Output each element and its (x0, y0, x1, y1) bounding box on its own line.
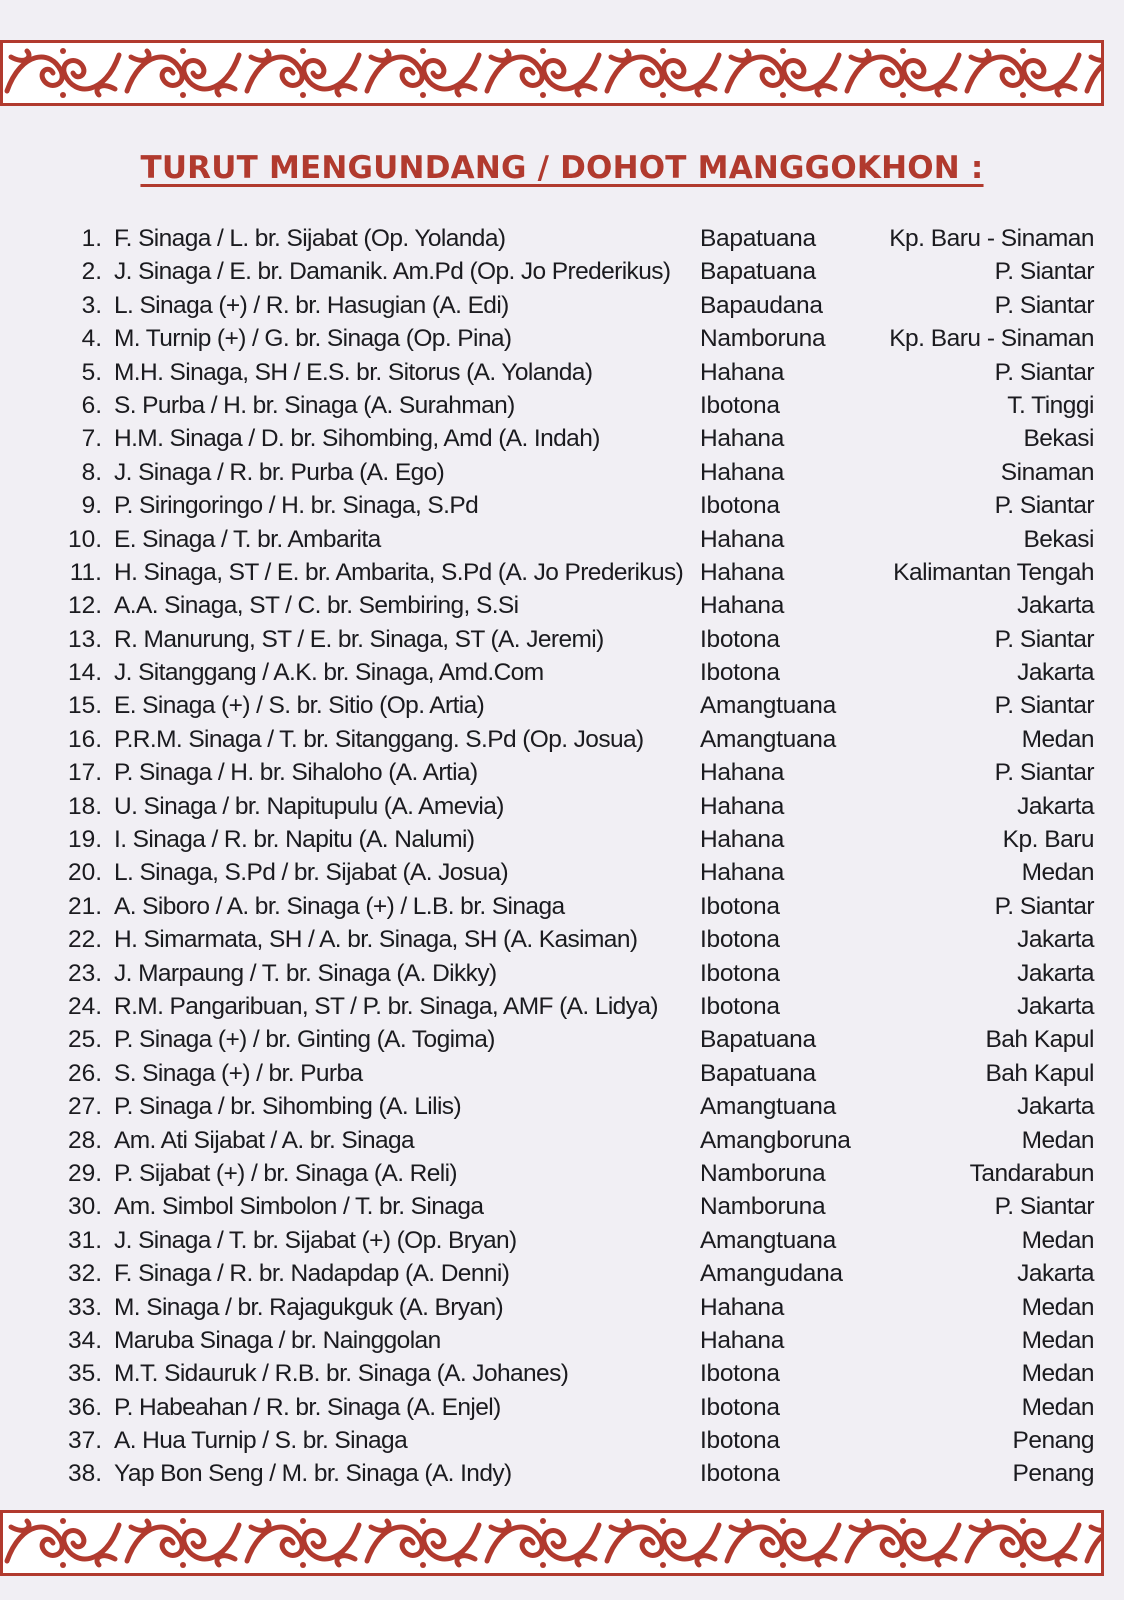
ornament-pattern (3, 43, 1101, 103)
invitee-name: Yap Bon Seng / M. br. Sinaga (A. Indy) (114, 1460, 512, 1488)
relation-label: Ibotona (700, 992, 780, 1020)
relation-label: Amangtuana (700, 1093, 836, 1121)
relation-label: Hahana (700, 425, 785, 453)
item-number: 24. (67, 992, 102, 1020)
relation-label: Namboruna (700, 325, 826, 353)
invitee-name: S. Sinaga (+) / br. Purba (114, 1059, 363, 1087)
place-label: Jakarta (1017, 926, 1094, 954)
relation-label: Namboruna (700, 1159, 826, 1187)
item-number: 33. (67, 1293, 102, 1321)
place-label: Penang (1012, 1460, 1094, 1488)
item-number: 2. (81, 258, 102, 286)
list-item (60, 1457, 1094, 1490)
top-ornamental-border (0, 40, 1104, 106)
invitee-name: P. Habeahan / R. br. Sinaga (A. Enjel) (114, 1393, 501, 1421)
place-label: Bah Kapul (985, 1059, 1094, 1087)
invitee-name: M. Turnip (+) / G. br. Sinaga (Op. Pina) (114, 325, 512, 353)
relation-label: Bapatuana (700, 225, 816, 252)
item-number: 17. (67, 759, 102, 787)
invitee-name: P. Sinaga (+) / br. Ginting (A. Togima) (114, 1026, 495, 1054)
list-item (60, 1357, 1094, 1390)
relation-label: Hahana (700, 792, 785, 820)
place-label: Kp. Baru - Sinaman (889, 325, 1094, 353)
place-label: Medan (1021, 1360, 1094, 1388)
place-label: Medan (1021, 1126, 1094, 1154)
invitee-name: I. Sinaga / R. br. Napitu (A. Nalumi) (114, 826, 475, 854)
list-item (60, 456, 1094, 489)
place-label: Bekasi (1023, 525, 1094, 553)
list-item (60, 1023, 1094, 1056)
place-label: Kp. Baru - Sinaman (889, 225, 1094, 252)
invitee-name: F. Sinaga / R. br. Nadapdap (A. Denni) (114, 1260, 510, 1288)
relation-label: Ibotona (700, 659, 780, 687)
list-item (60, 1157, 1094, 1190)
relation-label: Bapaudana (700, 291, 823, 319)
relation-label: Ibotona (700, 1360, 780, 1388)
item-number: 13. (67, 625, 102, 653)
item-number: 21. (67, 892, 102, 920)
item-number: 25. (67, 1026, 102, 1054)
relation-label: Ibotona (700, 625, 780, 653)
relation-label: Bapatuana (700, 258, 816, 286)
relation-label: Hahana (700, 458, 785, 486)
list-item (60, 222, 1094, 255)
item-number: 11. (69, 558, 102, 586)
invitee-name: J. Sinaga / R. br. Purba (A. Ego) (114, 458, 445, 486)
place-label: Jakarta (1017, 1093, 1094, 1121)
item-number: 15. (67, 692, 102, 720)
list-item (60, 389, 1094, 422)
place-label: P. Siantar (994, 625, 1094, 653)
list-item (60, 1190, 1094, 1223)
list-item (60, 289, 1094, 322)
invitee-name: L. Sinaga (+) / R. br. Hasugian (A. Edi) (114, 291, 509, 319)
invitee-name: E. Sinaga / T. br. Ambarita (114, 525, 381, 553)
relation-label: Amangtuana (700, 725, 836, 753)
place-label: Penang (1012, 1427, 1094, 1455)
invitee-name: A. Hua Turnip / S. br. Sinaga (114, 1427, 408, 1455)
item-number: 35. (67, 1360, 102, 1388)
item-number: 16. (67, 725, 102, 753)
invitee-name: P. Siringoringo / H. br. Sinaga, S.Pd (114, 492, 479, 520)
item-number: 19. (67, 826, 102, 854)
list-item (60, 1124, 1094, 1157)
place-label: Jakarta (1017, 592, 1094, 620)
list-item (60, 1291, 1094, 1324)
relation-label: Ibotona (700, 492, 780, 520)
list-item (60, 1391, 1094, 1424)
relation-label: Ibotona (700, 959, 780, 987)
invitee-name: H.M. Sinaga / D. br. Sihombing, Amd (A. Indah) (114, 425, 600, 453)
invitee-name: L. Sinaga, S.Pd / br. Sijabat (A. Josua) (114, 859, 509, 887)
list-item (60, 689, 1094, 722)
place-label: P. Siantar (994, 291, 1094, 319)
place-label: Bah Kapul (985, 1026, 1094, 1054)
item-number: 1. (81, 225, 102, 252)
relation-label: Hahana (700, 592, 785, 620)
list-item (60, 523, 1094, 556)
item-number: 14. (67, 659, 102, 687)
list-item (60, 1324, 1094, 1357)
place-label: P. Siantar (994, 492, 1094, 520)
place-label: Medan (1021, 1393, 1094, 1421)
invitee-name: F. Sinaga / L. br. Sijabat (Op. Yolanda) (114, 225, 506, 252)
place-label: P. Siantar (994, 358, 1094, 386)
place-label: Jakarta (1017, 992, 1094, 1020)
list-item (60, 756, 1094, 789)
item-number: 30. (67, 1193, 102, 1221)
invitee-name: M.T. Sidauruk / R.B. br. Sinaga (A. Johanes) (114, 1360, 569, 1388)
invitee-name: Maruba Sinaga / br. Nainggolan (114, 1326, 441, 1354)
relation-label: Hahana (700, 1293, 785, 1321)
place-label: Medan (1021, 1326, 1094, 1354)
item-number: 37. (67, 1427, 102, 1455)
place-label: Kp. Baru (1002, 826, 1094, 854)
list-item (60, 856, 1094, 889)
place-label: Jakarta (1017, 959, 1094, 987)
item-number: 32. (67, 1260, 102, 1288)
list-item (60, 322, 1094, 355)
list-item (60, 790, 1094, 823)
relation-label: Hahana (700, 1326, 785, 1354)
invitee-name: E. Sinaga (+) / S. br. Sitio (Op. Artia) (114, 692, 485, 720)
item-number: 26. (67, 1059, 102, 1087)
invitee-name: P. Sijabat (+) / br. Sinaga (A. Reli) (114, 1159, 457, 1187)
relation-label: Namboruna (700, 1193, 826, 1221)
invitee-name: M. Sinaga / br. Rajagukguk (A. Bryan) (114, 1293, 504, 1321)
list-item (60, 723, 1094, 756)
list-item (60, 823, 1094, 856)
invitee-name: P. Sinaga / br. Sihombing (A. Lilis) (114, 1093, 462, 1121)
relation-label: Amangtuana (700, 1226, 836, 1254)
item-number: 5. (81, 358, 102, 386)
item-number: 7. (81, 425, 102, 453)
item-number: 3. (81, 291, 102, 319)
relation-label: Amangboruna (700, 1126, 851, 1154)
bottom-ornamental-border (0, 1510, 1104, 1576)
list-item (60, 623, 1094, 656)
invitee-name: R. Manurung, ST / E. br. Sinaga, ST (A. Jeremi) (114, 625, 604, 653)
invitee-name: J. Sinaga / T. br. Sijabat (+) (Op. Bryan) (114, 1226, 517, 1254)
place-label: Bekasi (1023, 425, 1094, 453)
place-label: P. Siantar (994, 692, 1094, 720)
place-label: P. Siantar (994, 258, 1094, 286)
invitee-name: A.A. Sinaga, ST / C. br. Sembiring, S.Si (114, 592, 519, 620)
place-label: Jakarta (1017, 792, 1094, 820)
place-label: Medan (1021, 859, 1094, 887)
list-item (60, 923, 1094, 956)
list-item (60, 255, 1094, 288)
relation-label: Ibotona (700, 391, 780, 419)
list-item (60, 1057, 1094, 1090)
item-number: 4. (81, 325, 102, 353)
item-number: 12. (67, 592, 102, 620)
place-label: Jakarta (1017, 1260, 1094, 1288)
relation-label: Amangudana (700, 1260, 843, 1288)
item-number: 20. (67, 859, 102, 887)
item-number: 36. (67, 1393, 102, 1421)
list-item (60, 356, 1094, 389)
list-item (60, 957, 1094, 990)
invitee-name: Am. Simbol Simbolon / T. br. Sinaga (114, 1193, 484, 1221)
relation-label: Bapatuana (700, 1026, 816, 1054)
invitee-name: R.M. Pangaribuan, ST / P. br. Sinaga, AMF (A. Lidya) (114, 992, 658, 1020)
invitee-name: J. Sitanggang / A.K. br. Sinaga, Amd.Com (114, 659, 544, 687)
list-item (60, 1257, 1094, 1290)
list-item (60, 1090, 1094, 1123)
ornament-pattern (3, 1513, 1101, 1573)
place-label: Medan (1021, 725, 1094, 753)
relation-label: Hahana (700, 358, 785, 386)
place-label: P. Siantar (994, 759, 1094, 787)
invitee-name: Am. Ati Sijabat / A. br. Sinaga (114, 1126, 415, 1154)
invitee-name: U. Sinaga / br. Napitupulu (A. Amevia) (114, 792, 504, 820)
item-number: 28. (67, 1126, 102, 1154)
relation-label: Hahana (700, 558, 785, 586)
relation-label: Hahana (700, 525, 785, 553)
item-number: 29. (67, 1159, 102, 1187)
list-item (60, 656, 1094, 689)
invitee-name: H. Simarmata, SH / A. br. Sinaga, SH (A. Kasiman) (114, 926, 638, 954)
list-item (60, 556, 1094, 589)
relation-label: Ibotona (700, 892, 780, 920)
list-item (60, 1224, 1094, 1257)
invitee-name: S. Purba / H. br. Sinaga (A. Surahman) (114, 391, 515, 419)
item-number: 34. (67, 1326, 102, 1354)
invitee-name: P.R.M. Sinaga / T. br. Sitanggang. S.Pd (Op. Josua) (114, 725, 644, 753)
relation-label: Ibotona (700, 1427, 780, 1455)
invitee-name: J. Sinaga / E. br. Damanik. Am.Pd (Op. Jo Prederikus) (114, 258, 671, 286)
relation-label: Hahana (700, 826, 785, 854)
place-label: Kalimantan Tengah (893, 558, 1094, 586)
relation-label: Ibotona (700, 1460, 780, 1488)
invitee-list (60, 222, 1094, 1491)
list-item (60, 1424, 1094, 1457)
relation-label: Ibotona (700, 1393, 780, 1421)
invitee-name: P. Sinaga / H. br. Sihaloho (A. Artia) (114, 759, 478, 787)
item-number: 27. (67, 1093, 102, 1121)
list-item (60, 422, 1094, 455)
invitee-name: M.H. Sinaga, SH / E.S. br. Sitorus (A. Yolanda) (114, 358, 593, 386)
relation-label: Hahana (700, 759, 785, 787)
item-number: 9. (81, 492, 102, 520)
item-number: 22. (67, 926, 102, 954)
item-number: 6. (81, 391, 102, 419)
page-title: TURUT MENGUNDANG / DOHOT MANGGOKHON : (140, 150, 984, 186)
place-label: Sinaman (1000, 458, 1094, 486)
place-label: Medan (1021, 1226, 1094, 1254)
item-number: 18. (67, 792, 102, 820)
invitee-name: H. Sinaga, ST / E. br. Ambarita, S.Pd (A. Jo Prederikus) (114, 558, 684, 586)
list-item (60, 890, 1094, 923)
item-number: 8. (81, 458, 102, 486)
place-label: Medan (1021, 1293, 1094, 1321)
relation-label: Ibotona (700, 926, 780, 954)
list-item (60, 589, 1094, 622)
place-label: T. Tinggi (1007, 391, 1094, 419)
item-number: 31. (67, 1226, 102, 1254)
item-number: 23. (67, 959, 102, 987)
invitee-name: A. Siboro / A. br. Sinaga (+) / L.B. br. Sinaga (114, 892, 565, 920)
place-label: P. Siantar (994, 892, 1094, 920)
relation-label: Bapatuana (700, 1059, 816, 1087)
item-number: 10. (67, 525, 102, 553)
item-number: 38. (67, 1460, 102, 1488)
relation-label: Hahana (700, 859, 785, 887)
list-item (60, 489, 1094, 522)
place-label: P. Siantar (994, 1193, 1094, 1221)
invitee-name: J. Marpaung / T. br. Sinaga (A. Dikky) (114, 959, 497, 987)
relation-label: Amangtuana (700, 692, 836, 720)
list-item (60, 990, 1094, 1023)
place-label: Jakarta (1017, 659, 1094, 687)
place-label: Tandarabun (969, 1159, 1094, 1187)
